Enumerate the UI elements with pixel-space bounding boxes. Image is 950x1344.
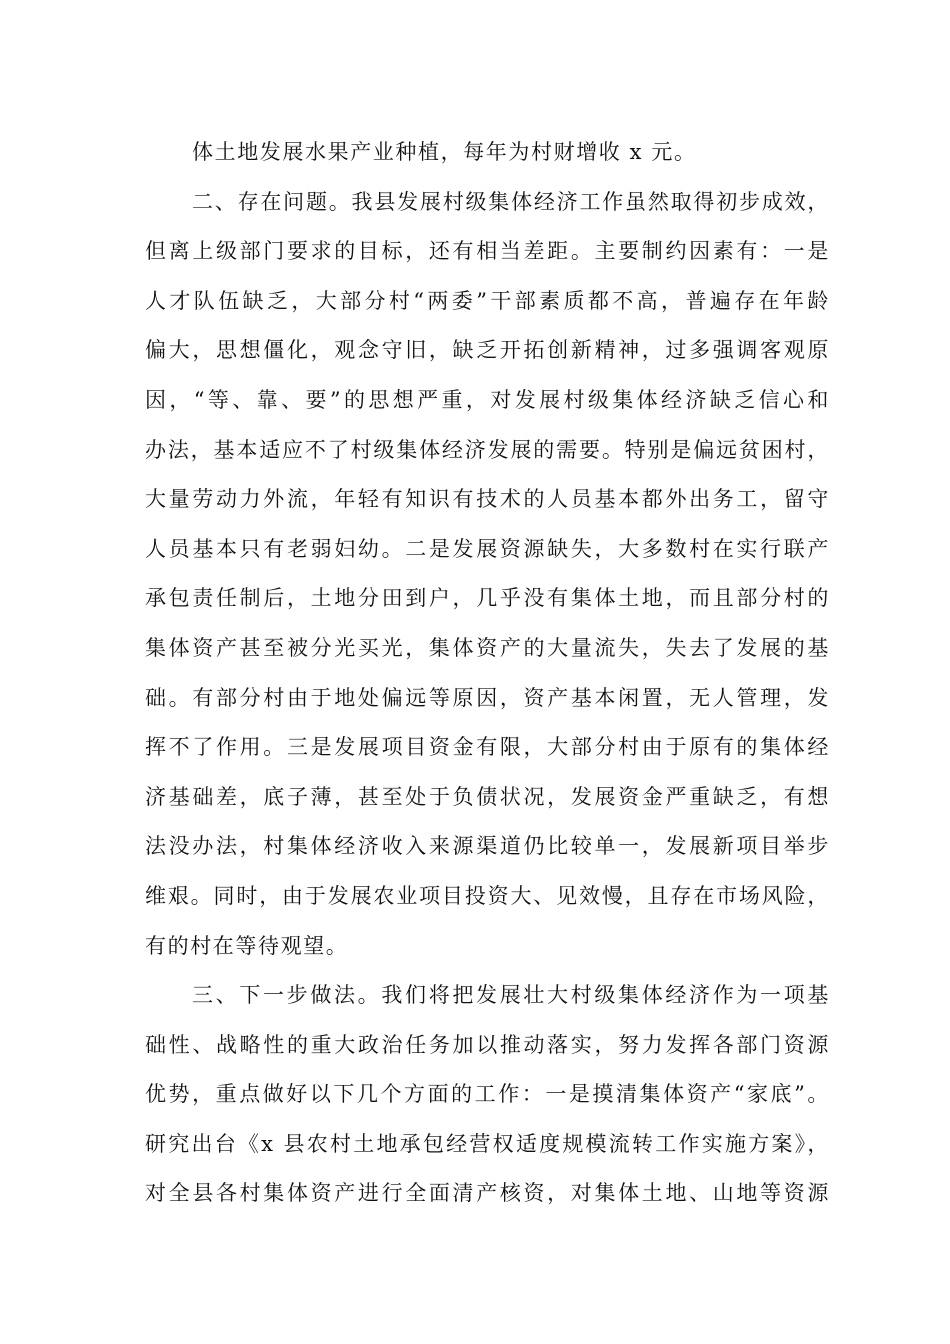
- text-line: 体土地发展水果产业种植，每年为村财增收 x 元。: [192, 140, 697, 164]
- body-text: [145, 128, 830, 1219]
- text-line: 优势，重点做好以下几个方面的工作：一是摸清集体资产“家底”。: [145, 1082, 830, 1107]
- text-line: 承包责任制后，土地分田到户，几乎没有集体土地，而且部分村的: [145, 586, 830, 611]
- text-line: 对全县各村集体资产进行全面清产核资，对集体土地、山地等资源: [145, 1181, 830, 1206]
- text-line: 研究出台《x 县农村土地承包经营权适度规模流转工作实施方案》，: [145, 1131, 830, 1156]
- text-line: 集体资产甚至被分光买光，集体资产的大量流失，失去了发展的基: [145, 635, 830, 660]
- text-line: 有的村在等待观望。: [145, 933, 349, 958]
- text-line: 础。有部分村由于地处偏远等原因，资产基本闲置，无人管理，发: [145, 685, 830, 710]
- text-line: 人才队伍缺乏，大部分村“两委”干部素质都不高，普遍存在年龄: [145, 288, 830, 313]
- text-line: 大量劳动力外流，年轻有知识有技术的人员基本都外出务工，留守: [145, 487, 830, 512]
- text-line: 法没办法，村集体经济收入来源渠道仍比较单一，发展新项目举步: [145, 834, 830, 859]
- text-line: 济基础差，底子薄，甚至处于负债状况，发展资金严重缺乏，有想: [145, 784, 830, 809]
- text-line: 办法，基本适应不了村级集体经济发展的需要。特别是偏远贫困村，: [145, 437, 830, 462]
- text-line: 人员基本只有老弱妇幼。二是发展资源缺失，大多数村在实行联产: [145, 536, 830, 561]
- text-line: 三、下一步做法。我们将把发展壮大村级集体经济作为一项基: [192, 983, 830, 1008]
- text-line: 础性、战略性的重大政治任务加以推动落实，努力发挥各部门资源: [145, 1032, 830, 1057]
- text-line: 因，“等、靠、要”的思想严重，对发展村级集体经济缺乏信心和: [145, 387, 830, 412]
- text-line: 二、存在问题。我县发展村级集体经济工作虽然取得初步成效，: [192, 189, 830, 214]
- text-line: 偏大，思想僵化，观念守旧，缺乏开拓创新精神，过多强调客观原: [145, 338, 830, 363]
- text-line: 但离上级部门要求的目标，还有相当差距。主要制约因素有：一是: [145, 239, 830, 264]
- text-line: 挥不了作用。三是发展项目资金有限，大部分村由于原有的集体经: [145, 735, 830, 760]
- text-line: 维艰。同时，由于发展农业项目投资大、见效慢，且存在市场风险，: [145, 883, 830, 908]
